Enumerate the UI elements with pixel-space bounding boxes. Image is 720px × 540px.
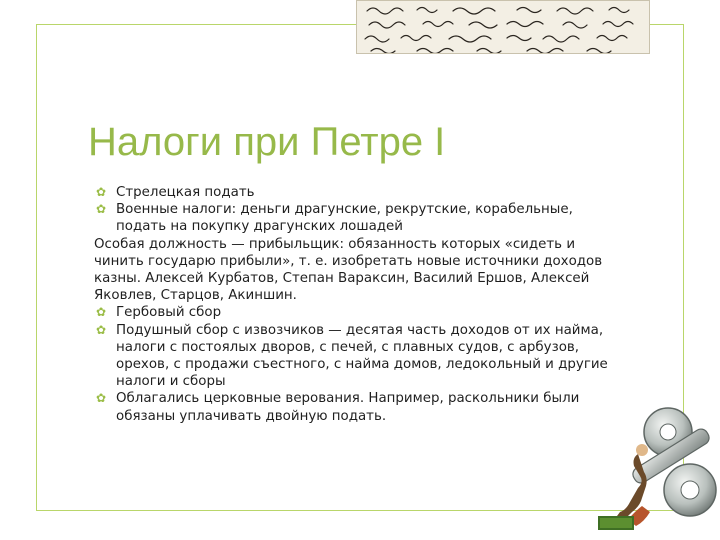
list-item xyxy=(94,236,614,305)
list-item-text: Военные налоги: деньги драгунские, рекрутские, корабельные, подать на покупку драгунских лошадей xyxy=(116,202,573,235)
list-item-text: Облагались церковные верования. Например, раскольники были обязаны уплачивать двойную подать. xyxy=(116,391,580,424)
list-item-text: Подушный сбор с извозчиков — десятая часть доходов от их найма, налоги с постоялых дворов, с печей, с плавных судов, с арбузов, орехов, с продажи съестного, с найма домов, ледокольный и другие налоги и сборы xyxy=(116,322,608,390)
list-item-text: Стрелецкая подать xyxy=(116,185,255,200)
flower-bullet-icon: ✿ xyxy=(96,391,107,406)
flower-bullet-icon: ✿ xyxy=(96,202,107,217)
list-item xyxy=(94,322,614,391)
list-item xyxy=(94,184,614,201)
list-item-text: Особая должность — прибыльщик: обязанность которых «сидеть и чинить государю прибыли», т. е. изобретать новые источники доходов казны. Алексей Курбатов, Степан Вараксин, Василий Ершов, Алексей Яковлев, Старцов, Акиншин. xyxy=(94,236,603,304)
list-item xyxy=(94,390,614,424)
flower-bullet-icon: ✿ xyxy=(96,185,107,199)
manuscript-image xyxy=(356,0,650,54)
percent-coin-image xyxy=(598,392,720,530)
flower-bullet-icon: ✿ xyxy=(96,305,107,320)
flower-bullet-icon: ✿ xyxy=(96,322,107,337)
list-item xyxy=(94,201,614,235)
list-item xyxy=(94,304,614,321)
list-item-text: Гербовый сбор xyxy=(116,305,222,321)
slide-title: Налоги при Петре I xyxy=(88,120,446,164)
manuscript-scribbles xyxy=(357,1,650,54)
bullet-list xyxy=(94,184,614,425)
